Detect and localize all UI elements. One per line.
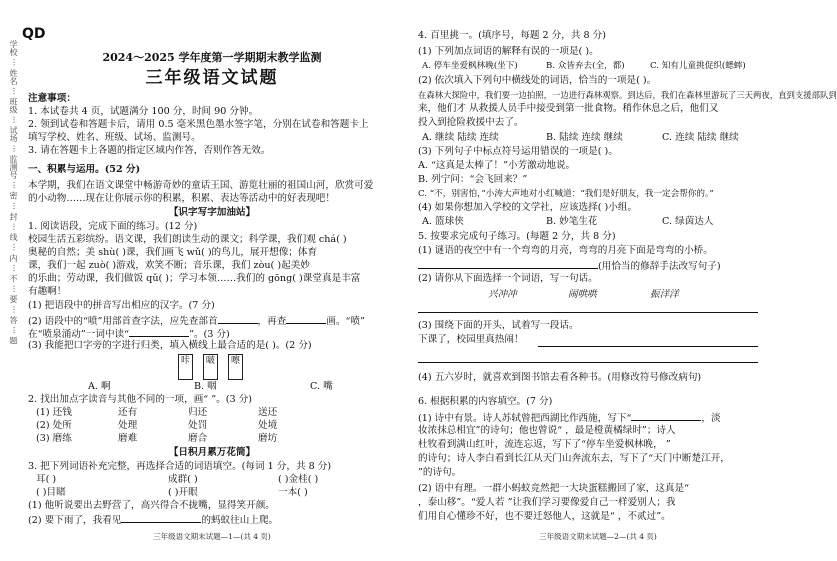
q5-sub-3-start: 下课了，校园里真热闹！: [418, 334, 524, 345]
q2-row3-b: 磨难: [118, 433, 138, 444]
q1-text-4: 的乐曲；劳动课，我们做饭 qǔ( )；学习本领……我们的 gōng( )课堂真是丰富: [28, 273, 361, 284]
question-1: 1. 阅读语段，完成下面的练习。(12 分): [28, 221, 198, 232]
intro-line-1: 本学期，我们在语文课堂中畅游奇妙的童话王国、游览壮丽的祖国山河，欣赏可爱: [28, 180, 374, 191]
q4-sub2-b: B. 陆续 连续 继续: [546, 132, 623, 143]
q1-sub-1: (1) 把语段中的拼音写出相应的汉字。(7 分): [28, 300, 215, 311]
q4-sub1-c: C. 知有儿童挑促织(蟋蟀): [650, 61, 746, 71]
q3-row2-b: ( )开眼: [168, 487, 198, 498]
q2-row3-c: 磨合: [188, 433, 208, 444]
q6-sub1-text-4: ”的诗句。: [418, 467, 462, 478]
q6-sub-1: (1) 诗中有景。诗人苏轼曾把西湖比作西施，写下“ ，淡: [418, 413, 721, 424]
q3-row1-b: 成群( ): [168, 474, 198, 485]
q5-sub-2: (2) 请你从下面选择一个词语，写一句话。: [418, 273, 598, 284]
notes-title: 注意事项：: [28, 93, 76, 104]
answer-blank[interactable]: [218, 314, 258, 324]
qd-label: QD: [22, 26, 46, 42]
intro-line-2: 的小动物……现在让你展示你的积累，积累、表达等活动中的好表现吧！: [28, 193, 335, 204]
q3-sub-2: (2) 要下雨了，我看见 的蚂蚁往山上爬。: [28, 515, 279, 526]
option-a: A. 啊: [88, 381, 111, 392]
q6-sub1-text-2: 杜牧看到满山红叶，流连忘返，写下了“停车坐爱枫林晚， ”: [418, 439, 671, 450]
q4-sub3-c: C. “不，别害怕，”小涛大声地对小红喊道：“我们是好朋友，我一定会帮你的。”: [418, 189, 714, 199]
q3-row1-a: 耳( ): [36, 474, 57, 485]
answer-blank[interactable]: [286, 314, 326, 324]
q6-sub2-text-1: ，泰山移”。“爱人若 ”让我们学习要像爱自己一样爱别人；我: [418, 497, 676, 508]
question-3: 3. 把下列词语补充完整，再选择合适的词语填空。(每词 1 分，共 8 分): [28, 461, 332, 472]
section-accumulation: 【日积月累万花筒】: [168, 447, 256, 458]
q2-row3-a: (3) 磨练: [36, 433, 72, 444]
q3-row2-a: ( )目睹: [36, 487, 66, 498]
answer-line[interactable]: [418, 362, 758, 363]
q4-sub3-b: B. 列宁问：“会飞回来？”: [418, 174, 528, 185]
q1-text-5: 有趣啊！: [28, 286, 67, 297]
q4-sub4-a: A. 篮球侠: [422, 216, 464, 227]
q2-row2-c: 处罚: [188, 420, 208, 431]
option-c: C. 嘴: [310, 381, 333, 392]
q2-row1-b: 还有: [118, 407, 138, 418]
q4-sub-3: (3) 下列句子中标点符号运用错误的一项是( )。: [418, 146, 618, 157]
q6-sub1-text-3: 的诗句；诗人李白看到长江从天门山奔流东去，写下了“天门中断楚江开，: [418, 453, 730, 464]
q1-sub-2: (2) 语段中的“喷”用部首查字法，应先查部首 ，再查 画。“喷”: [28, 316, 365, 327]
note-4: 3. 请在答题卡上各题的指定区域内作答，否则作答无效。: [28, 145, 271, 156]
question-2: 2. 找出加点字读音与其他不同的一项，画“ ”。(3 分): [28, 394, 252, 405]
q4-sub2-a: A. 继续 陆续 连续: [422, 132, 499, 143]
q3-row1-c: ( )金桂( ): [278, 474, 319, 485]
q1-sub-2-cont: 在“喷泉涌动”一词中读“ ”。(3 分): [28, 329, 230, 340]
q5-word-1: 兴冲冲: [488, 289, 517, 300]
q4-sub2-text-3: 投入到抢险救援中去了。: [418, 117, 524, 128]
q4-sub2-text-2: 来，他们才 从救援人员手中接受到第一批食物。稍作休息之后，他们又: [418, 103, 719, 114]
q2-row2-b: 处理: [118, 420, 138, 431]
q2-row1-d: 送还: [258, 407, 278, 418]
option-b: B. 咽: [194, 381, 217, 392]
answer-line[interactable]: [418, 312, 758, 313]
answer-line[interactable]: [418, 259, 598, 269]
question-6: 6. 根据积累的内容填空。(7 分): [418, 396, 553, 407]
q5-sub-3: (3) 围绕下面的开头，试着写一段话。: [418, 320, 579, 331]
q6-sub1-text-1: 妆浓抹总相宜”的诗句；他也曾说“ ，最是橙黄橘绿时”；诗人: [418, 425, 676, 436]
q4-sub1-a: A. 停车坐爱枫林晚(坐下): [422, 61, 518, 71]
q4-sub-2: (2) 依次填入下列句中横线处的词语，恰当的一项是( )。: [418, 75, 657, 86]
binding-margin: 学校 ··· 姓名 ··· 班级 ··· 试场 ··· 监测号 ··· 密 ··· 封 ··· 线 ··· 内 ··· 不 ··· 要 ··· 答 ··· 题: [9, 40, 18, 345]
q2-row1-a: (1) 还钱: [36, 407, 72, 418]
q5-sub-4: (4) 五六岁时，就喜欢到图书馆去看各种书。(用修改符号修改病句): [418, 372, 702, 383]
q3-row2-c: 一本( ): [278, 487, 308, 498]
question-4: 4. 百里挑一。(填序号，每题 2 分，共 8 分): [418, 30, 607, 41]
q4-sub-4: (4) 如果你想加入学校的文学社，应该选择( )小组。: [418, 202, 638, 213]
answer-blank[interactable]: [129, 327, 189, 337]
q6-sub2-text-2: 们用自心懂珍不好，也不要迁怒他人，这就是“ ，不贰过”。: [418, 511, 671, 522]
q1-text-1: 校园生活五彩缤纷。语文课，我们朗读生动的课文；科学课，我们观 chá( ): [28, 234, 347, 245]
answer-blank[interactable]: [121, 513, 201, 523]
q2-row2-d: 处境: [258, 420, 278, 431]
q4-sub-1: (1) 下列加点词语的解释有误的一项是( )。: [418, 46, 599, 57]
q4-sub4-b: B. 妙笔生花: [546, 216, 598, 227]
part1-title: 一、积累与运用。(52 分): [28, 164, 141, 175]
exam-title: 三年级语文试题: [145, 68, 279, 88]
question-5: 5. 按要求完成句子练习。(每题 2 分，共 8 分): [418, 231, 616, 242]
char-boxes: [178, 354, 253, 380]
q1-text-3: 课，我们一起 zuò( )游戏，欢笑不断；音乐课，我们 zòu( )起美妙: [28, 260, 310, 271]
note-1: 1. 本试卷共 4 页，试题满分 100 分，时间 90 分钟。: [28, 106, 259, 117]
q4-sub3-a: A. “这真是太棒了！”小芳激动地说。: [418, 160, 576, 171]
q5-word-3: 振洋洋: [650, 289, 679, 300]
char-box: 啵: [203, 354, 218, 380]
note-2: 2. 领到试卷和答题卡后，请用 0.5 毫米黑色墨水签字笔，分别在试卷和答题卡上: [28, 119, 369, 130]
q4-sub2-text-1: 在森林大探险中，我们要一边拍照，一边进行森林观察。到达后，我们在森林里游玩了三天两夜，直到支援部队到: [418, 90, 837, 100]
char-box: 咔: [178, 354, 193, 380]
page-footer-left: 三年级语文期末试题—1—(共 4 页): [153, 532, 271, 541]
q4-sub2-c: C. 连续 陆续 继续: [662, 132, 739, 143]
answer-blank[interactable]: [631, 411, 701, 421]
q6-sub-2: (2) 语中有理。一群小蚂蚁竞然把一大块蛋糕搬回了家，这真是“: [418, 483, 689, 494]
q3-sub-1: (1) 他听说要出去野营了，高兴得合不拢嘴，显得笑开颜。: [28, 500, 275, 511]
q2-row2-a: (2) 处所: [36, 420, 72, 431]
char-box: 嚓: [228, 354, 243, 380]
q5-word-2: 闹哄哄: [568, 289, 597, 300]
q5-sub-1: (1) 谜语的夜空中有一个弯弯的月亮，弯弯的月亮下面是弯弯的小桥。: [418, 245, 713, 256]
answer-line[interactable]: [538, 346, 758, 347]
note-3: 填写学校、姓名、班级、试场、监测号。: [28, 132, 201, 143]
q5-sub-1-hint: (用恰当的修辞手法改写句子): [418, 259, 721, 273]
page-footer-right: 三年级语文期末试题—2—(共 4 页): [539, 532, 657, 541]
section-literacy: 【识字写字加油站】: [168, 207, 256, 218]
q1-sub-3: (3) 我能把口字旁的字进行归类，填入横线上最合适的是( )。(2 分): [28, 340, 312, 351]
q1-text-2: 奥秘的自然；美 shù( )课，我们画飞 wǔ( )的鸟儿，展开想像；体育: [28, 247, 318, 258]
q4-sub1-b: B. 众皆弃去(全，都): [546, 61, 625, 71]
q4-sub4-c: C. 绿茵达人: [662, 216, 714, 227]
q2-row1-c: 归还: [188, 407, 208, 418]
q2-row3-d: 磨坊: [258, 433, 278, 444]
exam-header: 2024～2025 学年度第一学期期末教学监测: [102, 51, 322, 64]
